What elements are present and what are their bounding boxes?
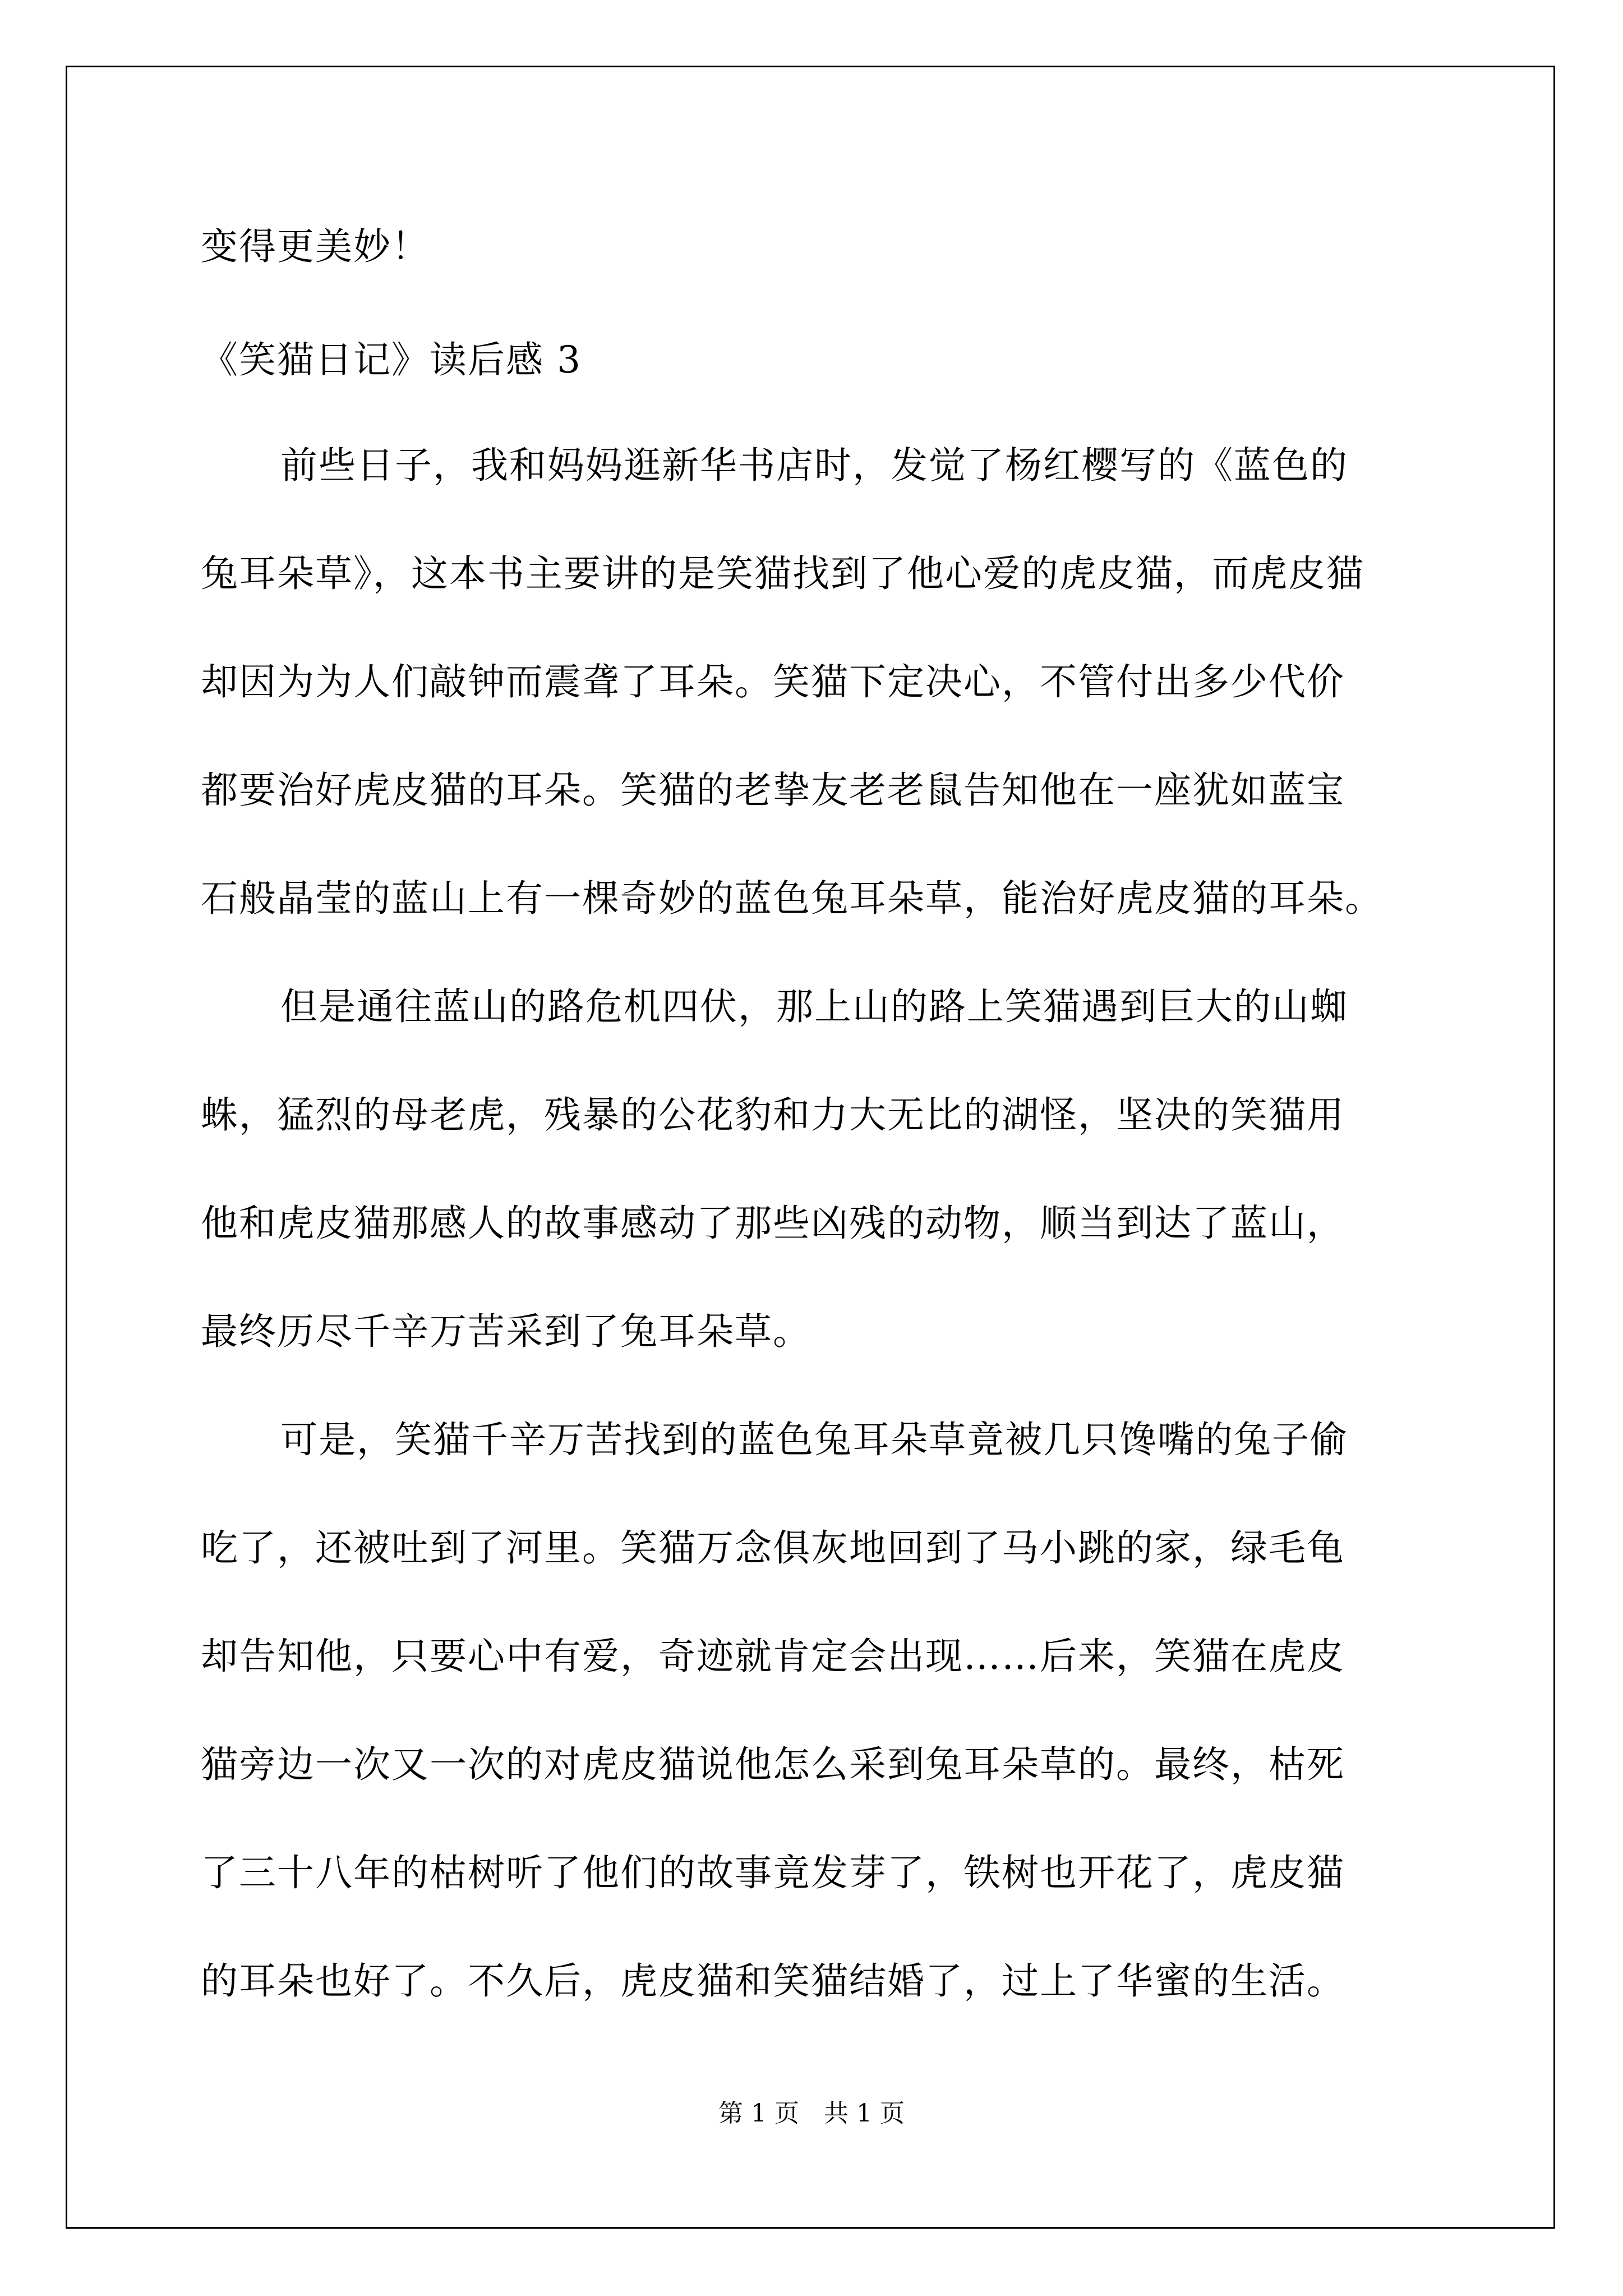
paragraph-1-line-3: 却因为为人们敲钟而震聋了耳朵。笑猫下定决心，不管付出多少代价 — [201, 660, 1345, 703]
paragraph-3-line-4: 猫旁边一次又一次的对虎皮猫说他怎么采到兔耳朵草的。最终，枯死 — [201, 1743, 1345, 1786]
paragraph-3-line-5: 了三十八年的枯树听了他们的故事竟发芽了，铁树也开花了，虎皮猫 — [201, 1851, 1345, 1894]
paragraph-3-line-2: 吃了，还被吐到了河里。笑猫万念俱灰地回到了马小跳的家，绿毛龟 — [201, 1526, 1345, 1570]
paragraph-3-line-3: 却告知他，只要心中有爱，奇迹就肯定会出现……后来，笑猫在虎皮 — [201, 1635, 1345, 1678]
paragraph-1-line-5: 石般晶莹的蓝山上有一棵奇妙的蓝色兔耳朵草，能治好虎皮猫的耳朵。 — [201, 877, 1383, 920]
paragraph-1-line-1: 前些日子，我和妈妈逛新华书店时，发觉了杨红樱写的《蓝色的 — [280, 444, 1348, 487]
paragraph-2-line-3: 他和虎皮猫那感人的故事感动了那些凶残的动物，顺当到达了蓝山， — [201, 1202, 1345, 1245]
page-number-footer: 第 1 页 共 1 页 — [718, 2099, 905, 2128]
text-line-closing: 变得更美妙！ — [201, 225, 430, 268]
paragraph-1-line-4: 都要治好虎皮猫的耳朵。笑猫的老挚友老老鼠告知他在一座犹如蓝宝 — [201, 769, 1345, 812]
paragraph-2-line-4: 最终历尽千辛万苦采到了兔耳朵草。 — [201, 1310, 811, 1353]
paragraph-1-line-2: 兔耳朵草》，这本书主要讲的是笑猫找到了他心爱的虎皮猫，而虎皮猫 — [201, 552, 1364, 595]
paragraph-2-line-1: 但是通往蓝山的路危机四伏，那上山的路上笑猫遇到巨大的山蜘 — [280, 985, 1348, 1028]
essay-title: 《笑猫日记》读后感 3 — [201, 338, 582, 381]
paragraph-2-line-2: 蛛，猛烈的母老虎，残暴的公花豹和力大无比的湖怪，坚决的笑猫用 — [201, 1093, 1345, 1137]
page-border — [66, 66, 1555, 2229]
paragraph-3-line-1: 可是，笑猫千辛万苦找到的蓝色兔耳朵草竟被几只馋嘴的兔子偷 — [280, 1418, 1348, 1461]
paragraph-3-line-6: 的耳朵也好了。不久后，虎皮猫和笑猫结婚了，过上了华蜜的生活。 — [201, 1959, 1345, 2003]
